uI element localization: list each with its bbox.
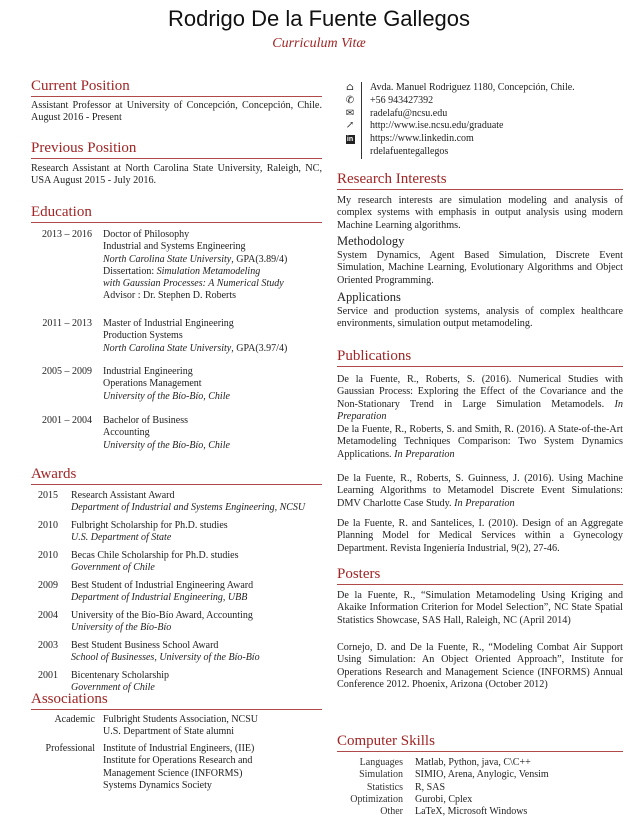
section-education: Education	[31, 204, 322, 223]
award-organization: University of the Bío-Bío	[71, 622, 172, 634]
award-name: Fulbright Scholarship for Ph.D. studies	[71, 520, 228, 531]
phone-icon: ✆	[345, 94, 355, 106]
publication-text: De la Fuente, R., Roberts, S. Guinness, J. (2016). Using Machine Learning Algorithms to Metamodel Discrete Event Simulations: DMV Charlotte Case Study.	[337, 473, 623, 509]
association-line: Systems Dynamics Society	[103, 779, 212, 791]
education-degree: Bachelor of Business	[103, 415, 188, 426]
previous-position-text: Research Assistant at North Carolina State University, Raleigh, NC, USA August 2015 - July 2016.	[31, 163, 322, 187]
poster-item: De la Fuente, R., “Simulation Metamodeling Using Kriging and Akaike Information Criterion for Model Selection”, NC State Spatial Statistics Showcase, SAS Hall, Raleigh, NC (April 2014)	[337, 590, 623, 626]
dissertation-label: Dissertation:	[103, 265, 157, 277]
association-line: Institute for Operations Research and	[103, 755, 253, 767]
applications-text: Service and production systems, analysis of complex healthcare environments, simulation output metamodeling.	[337, 306, 623, 330]
gpa: , GPA(3.97/4)	[231, 342, 288, 354]
dissertation	[103, 266, 323, 278]
award-year: 2010	[38, 550, 58, 561]
website-link[interactable]: http://www.ise.ncsu.edu/graduate	[370, 120, 504, 132]
award-organization: U.S. Department of State	[71, 532, 172, 544]
education-years: 2005 – 2009	[42, 366, 92, 377]
award-year: 2009	[38, 580, 58, 591]
skill-label: Other	[380, 806, 403, 818]
section-research-interests: Research Interests	[337, 171, 623, 190]
external-link-icon: ↗	[345, 120, 355, 132]
contact-block	[361, 82, 575, 159]
association-line: Institute of Industrial Engineers, (IIE)	[103, 743, 255, 754]
dissertation-title: Simulation Metamodeling	[156, 265, 261, 277]
award-year: 2003	[38, 640, 58, 651]
section-publications: Publications	[337, 348, 623, 367]
advisor: Advisor : Dr. Stephen D. Roberts	[103, 290, 237, 302]
skill-label: Optimization	[350, 793, 403, 805]
association-line: Management Science (INFORMS)	[103, 767, 243, 779]
award-name: Research Assistant Award	[71, 490, 175, 501]
award-organization: School of Businesses, University of the Bío-Bío	[71, 652, 260, 664]
education-degree: Master of Industrial Engineering	[103, 318, 234, 329]
education-years: 2011 – 2013	[42, 318, 92, 329]
education-field: Accounting	[103, 427, 150, 439]
applications-heading: Applications	[337, 290, 401, 304]
education-institution: University of the Bío-Bío, Chile	[103, 390, 230, 402]
education-years: 2001 – 2004	[42, 415, 92, 426]
cv-subtitle: Curriculum Vitæ	[272, 36, 366, 51]
award-name: Best Student of Industrial Engineering Award	[71, 580, 254, 591]
award-organization: Department of Industrial and Systems Engineering, NCSU	[71, 502, 306, 514]
linkedin-user: rdelafuentegallegos	[370, 145, 449, 157]
linkedin-link[interactable]: https://www.linkedin.com	[370, 133, 474, 145]
dissertation-title-cont: with Gaussian Processes: A Numerical Study	[103, 278, 284, 290]
education-field: Operations Management	[103, 378, 202, 390]
publication-item	[337, 374, 623, 423]
association-line: U.S. Department of State alumni	[103, 726, 235, 738]
research-interests-text: My research interests are simulation modeling and analysis of complex systems with emphasis in output analysis using modern Machine Learning algorithms.	[337, 195, 623, 231]
education-field: Industrial and Systems Engineering	[103, 241, 246, 253]
email-link[interactable]: radelafu@ncsu.edu	[370, 107, 448, 119]
award-organization: Government of Chile	[71, 682, 155, 694]
education-institution	[103, 343, 323, 355]
skill-value: LaTeX, Microsoft Windows	[415, 806, 528, 818]
institution-name: North Carolina State University	[103, 253, 232, 265]
gpa: , GPA(3.89/4)	[231, 253, 288, 265]
cv-name: Rodrigo De la Fuente Gallegos	[167, 6, 471, 31]
award-year: 2004	[38, 610, 58, 621]
association-role: Professional	[45, 743, 95, 754]
contact-icons	[343, 82, 357, 146]
award-name: Best Student Business School Award	[71, 640, 219, 651]
publication-item	[337, 473, 623, 510]
institution-name: North Carolina State University	[103, 342, 232, 354]
award-year: 2001	[38, 670, 58, 681]
award-organization: Department of Industrial Engineering, UBB	[71, 592, 248, 604]
skill-label: Statistics	[366, 781, 403, 793]
publication-text: De la Fuente, R., Roberts, S. and Smith, R. (2016). A State-of-the-Art Metamodeling Techniques Comparison: Two System Dynamics Applications.	[337, 424, 623, 460]
address: Avda. Manuel Rodriguez 1180, Concepción, Chile.	[370, 82, 575, 93]
methodology-heading: Methodology	[337, 234, 405, 248]
section-awards: Awards	[31, 466, 322, 485]
current-position-text: Assistant Professor at University of Concepción, Concepción, Chile. August 2016 - Present	[31, 100, 322, 124]
methodology-text: System Dynamics, Agent Based Simulation, Discrete Event Simulation, Machine Learning, Evolutionary Algorithms and Object Oriented Programming.	[337, 250, 623, 286]
education-institution	[103, 254, 323, 266]
skill-value: Gurobi, Cplex	[415, 793, 473, 805]
skill-label: Simulation	[359, 769, 403, 781]
publication-item	[337, 518, 623, 555]
award-name: Becas Chile Scholarship for Ph.D. studies	[71, 550, 239, 561]
section-current-position: Current Position	[31, 78, 322, 97]
envelope-icon: ✉	[345, 107, 355, 119]
linkedin-icon: in	[346, 136, 354, 144]
association-role: Academic	[54, 714, 95, 725]
skill-value: SIMIO, Arena, Anylogic, Vensim	[415, 769, 549, 781]
publication-text: De la Fuente, R., Roberts, S. (2016). Numerical Studies with Gaussian Process: Exploring the Effect of the Covariance and the Non-Stationary Trend in Large Simulation Metamodels.	[337, 374, 623, 410]
education-institution: University of the Bío-Bío, Chile	[103, 439, 230, 451]
poster-item: Cornejo, D. and De la Fuente, R., “Modeling Combat Air Support Using Simulation: An Object Oriented Approach”, Institute for Operations Research and Management Science (INFORMS) Annual Conference 2012. Phoenix, Arizona (October 2012)	[337, 642, 623, 690]
skill-value: Matlab, Python, java, C\C++	[415, 757, 531, 768]
award-year: 2015	[38, 490, 58, 501]
skill-value: R, SAS	[415, 781, 446, 793]
association-line: Fulbright Students Association, NCSU	[103, 714, 259, 725]
home-icon: ⌂	[346, 82, 354, 93]
section-computer-skills: Computer Skills	[337, 733, 623, 752]
award-name: University of the Bío-Bío Award, Accounting	[71, 610, 253, 621]
award-year: 2010	[38, 520, 58, 531]
education-degree: Doctor of Philosophy	[103, 229, 190, 240]
section-associations: Associations	[31, 691, 322, 710]
section-posters: Posters	[337, 566, 623, 585]
education-years: 2013 – 2016	[42, 229, 92, 240]
section-previous-position: Previous Position	[31, 140, 322, 159]
award-organization: Government of Chile	[71, 562, 155, 574]
publication-text: De la Fuente, R. and Santelices, I. (2010). Design of an Aggregate Planning Model for Medical Services within a Gynecology Department. Revista Ingeniería Industrial, 9(2), 27-46.	[337, 518, 623, 554]
publication-item	[337, 424, 623, 461]
skill-label: Languages	[359, 757, 403, 768]
publication-status: In Preparation	[394, 448, 455, 460]
publication-status: In Preparation	[454, 497, 515, 509]
education-degree: Industrial Engineering	[103, 366, 193, 377]
education-field: Production Systems	[103, 330, 183, 342]
phone: +56 943427392	[370, 94, 434, 106]
publication-status: In Preparation	[337, 398, 623, 422]
award-name: Bicentenary Scholarship	[71, 670, 170, 681]
